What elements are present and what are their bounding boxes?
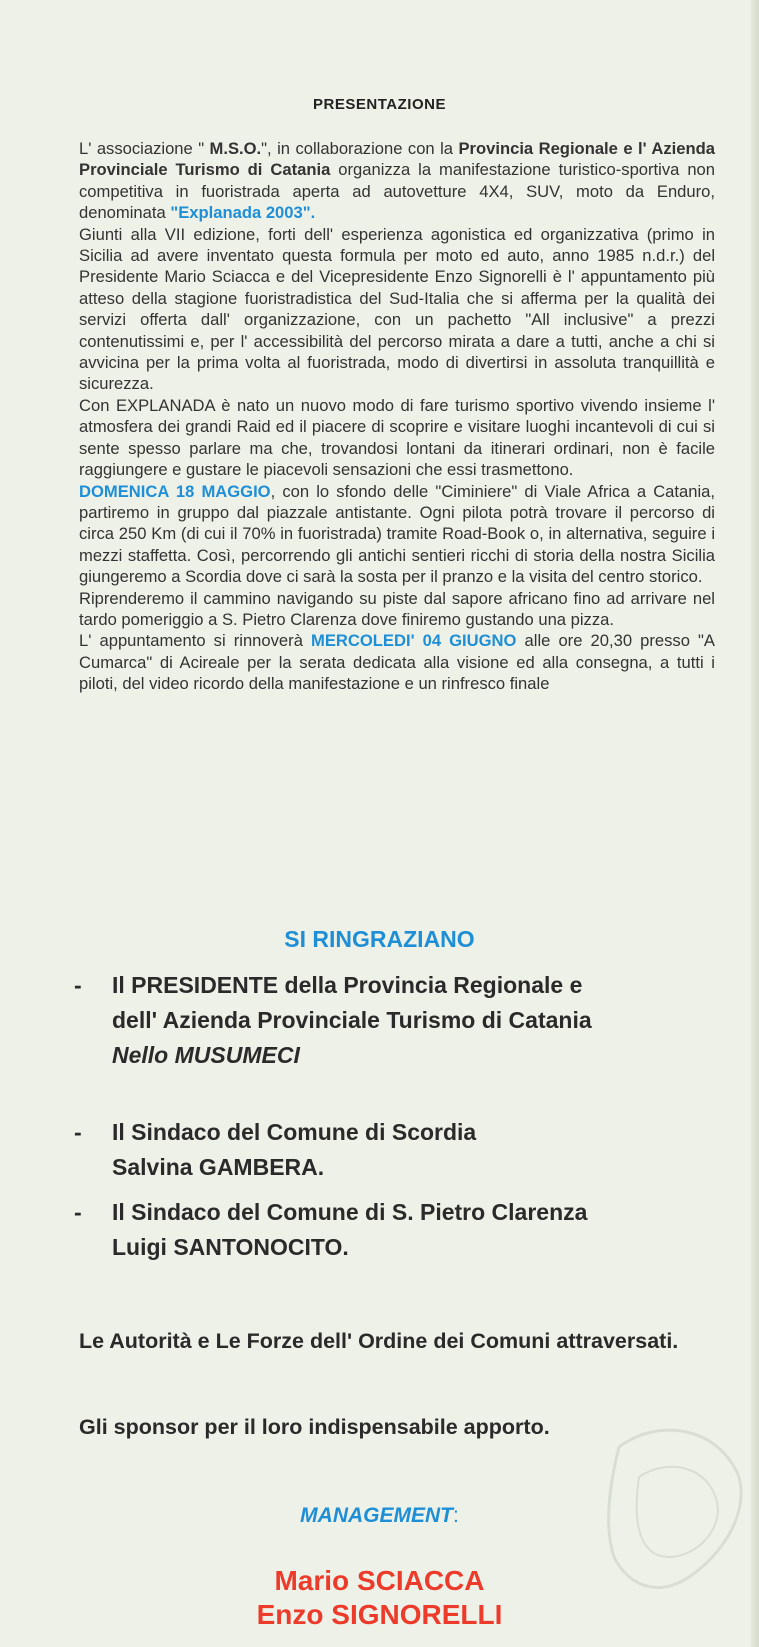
paragraph-afternoon: Riprenderemo il cammino navigando su piste dal sapore africano fino ad arrivare nel tardo pomeriggio a S. Pietro Clarenza dove finiremo gustando una pizza. bbox=[79, 588, 715, 629]
list-item-text bbox=[112, 1115, 734, 1185]
presentation-text bbox=[79, 138, 715, 695]
paragraph-route bbox=[79, 481, 715, 588]
intro-text-e: organizza la manifestazione turistico-sportiva non competitiva in fuoristrada aperta ad autovetture 4X4, SUV, moto da Enduro, denominata bbox=[79, 160, 716, 223]
management-label-text: MANAGEMENT bbox=[300, 1504, 453, 1527]
list-dash: - bbox=[74, 1119, 82, 1145]
sponsors-thanks: Gli sponsor per il loro indispensabile apporto. bbox=[79, 1415, 550, 1439]
thanks-title: SI RINGRAZIANO bbox=[284, 926, 475, 952]
list-item-text bbox=[112, 1195, 734, 1265]
evening-date: MERCOLEDI' 04 GIUGNO bbox=[311, 631, 517, 651]
authorities-thanks: Le Autorità e Le Forze dell' Ordine dei Comuni attraversati. bbox=[79, 1329, 679, 1353]
list-item-line: Il Sindaco del Comune di S. Pietro Clarenza bbox=[112, 1199, 588, 1225]
list-dash: - bbox=[74, 972, 82, 998]
event-name: "Explanada 2003". bbox=[170, 203, 316, 223]
management-names bbox=[0, 1564, 759, 1632]
list-item-name: Nello MUSUMECI bbox=[112, 1042, 300, 1068]
list-item-name: Luigi SANTONOCITO. bbox=[112, 1234, 349, 1260]
list-dash: - bbox=[74, 1199, 82, 1225]
list-item-name: Salvina GAMBERA. bbox=[112, 1154, 325, 1180]
list-item-line: dell' Azienda Provinciale Turismo di Catania bbox=[112, 1007, 592, 1033]
event-date: DOMENICA 18 MAGGIO bbox=[79, 481, 271, 501]
paragraph-evening bbox=[79, 630, 715, 694]
vicepresident-name: Enzo SIGNORELLI bbox=[256, 1599, 503, 1630]
organizer-name: Provincia Regionale e l' Azienda Provinciale Turismo di Catania bbox=[79, 139, 715, 180]
list-item-line: Il PRESIDENTE della Provincia Regionale e bbox=[112, 972, 583, 998]
president-name: Mario SCIACCA bbox=[274, 1565, 485, 1596]
intro-text-a: L' associazione " bbox=[79, 139, 210, 158]
list-item-line: Il Sindaco del Comune di Scordia bbox=[112, 1119, 477, 1145]
list-item-text bbox=[112, 968, 734, 1073]
association-name: M.S.O. bbox=[209, 139, 262, 158]
route-text: , con lo sfondo delle "Ciminiere" di Viale Africa a Catania, partiremo in gruppo dal piazzale antistante. Ogni pilota potrà trovare il percorso di circa 250 Km (di cui il 70% in fuoristrada) tramite Road-Book o, in alternativa, seguire i mezzi staffetta. Così, percorrendo gli antichi sentieri ricchi di storia della nostra Sicilia giungeremo a Scordia dove ci sarà la sosta per il pranzo e la visita del centro storico. bbox=[79, 481, 715, 587]
paragraph-explanada: Con EXPLANADA è nato un nuovo modo di fare turismo sportivo vivendo insieme l' atmosfera dei grandi Raid ed il piacere di scoprire e visitare luoghi incantevoli di cui si sente spesso parlare ma che, trovandosi lontani da itinerari ordinari, non è facile raggiungere e gustare le piacevoli sensazioni che essi trasmettono. bbox=[79, 395, 715, 480]
page-edge bbox=[751, 0, 759, 1647]
page-title: PRESENTAZIONE bbox=[313, 96, 446, 113]
intro-text-c: ", in collaborazione con la bbox=[261, 139, 459, 158]
paragraph-intro bbox=[79, 138, 715, 224]
management-label bbox=[0, 1504, 759, 1528]
evening-text-c: alle ore 20,30 presso "A Cumarca" di Acireale per la serata dedicata alla visione ed alla consegna, a tutti i piloti, del video ricordo della manifestazione e un rinfresco finale bbox=[79, 631, 715, 694]
management-colon: : bbox=[452, 1504, 459, 1527]
evening-text-a: L' appuntamento si rinnoverà bbox=[79, 631, 312, 651]
paragraph-history: Giunti alla VII edizione, forti dell' esperienza agonistica ed organizzativa (primo in Sicilia ad avere inventato questa formula per moto ed auto, anno 1985 n.d.r.) del Presidente Mario Sciacca e del Vicepresidente Enzo Signorelli è l' appuntamento più atteso della stagione fuoristradistica del Sud-Italia che si afferma per la qualità dei servizi offerta dall' organizzazione, con un pachetto "All inclusive" a prezzi contenutissimi e, per l' accessibilità del percorso mirata a dare a tutti, anche a chi si avvicina per la prima volta al fuoristrada, modo di divertirsi in assoluta tranquillità e sicurezza. bbox=[79, 224, 715, 394]
